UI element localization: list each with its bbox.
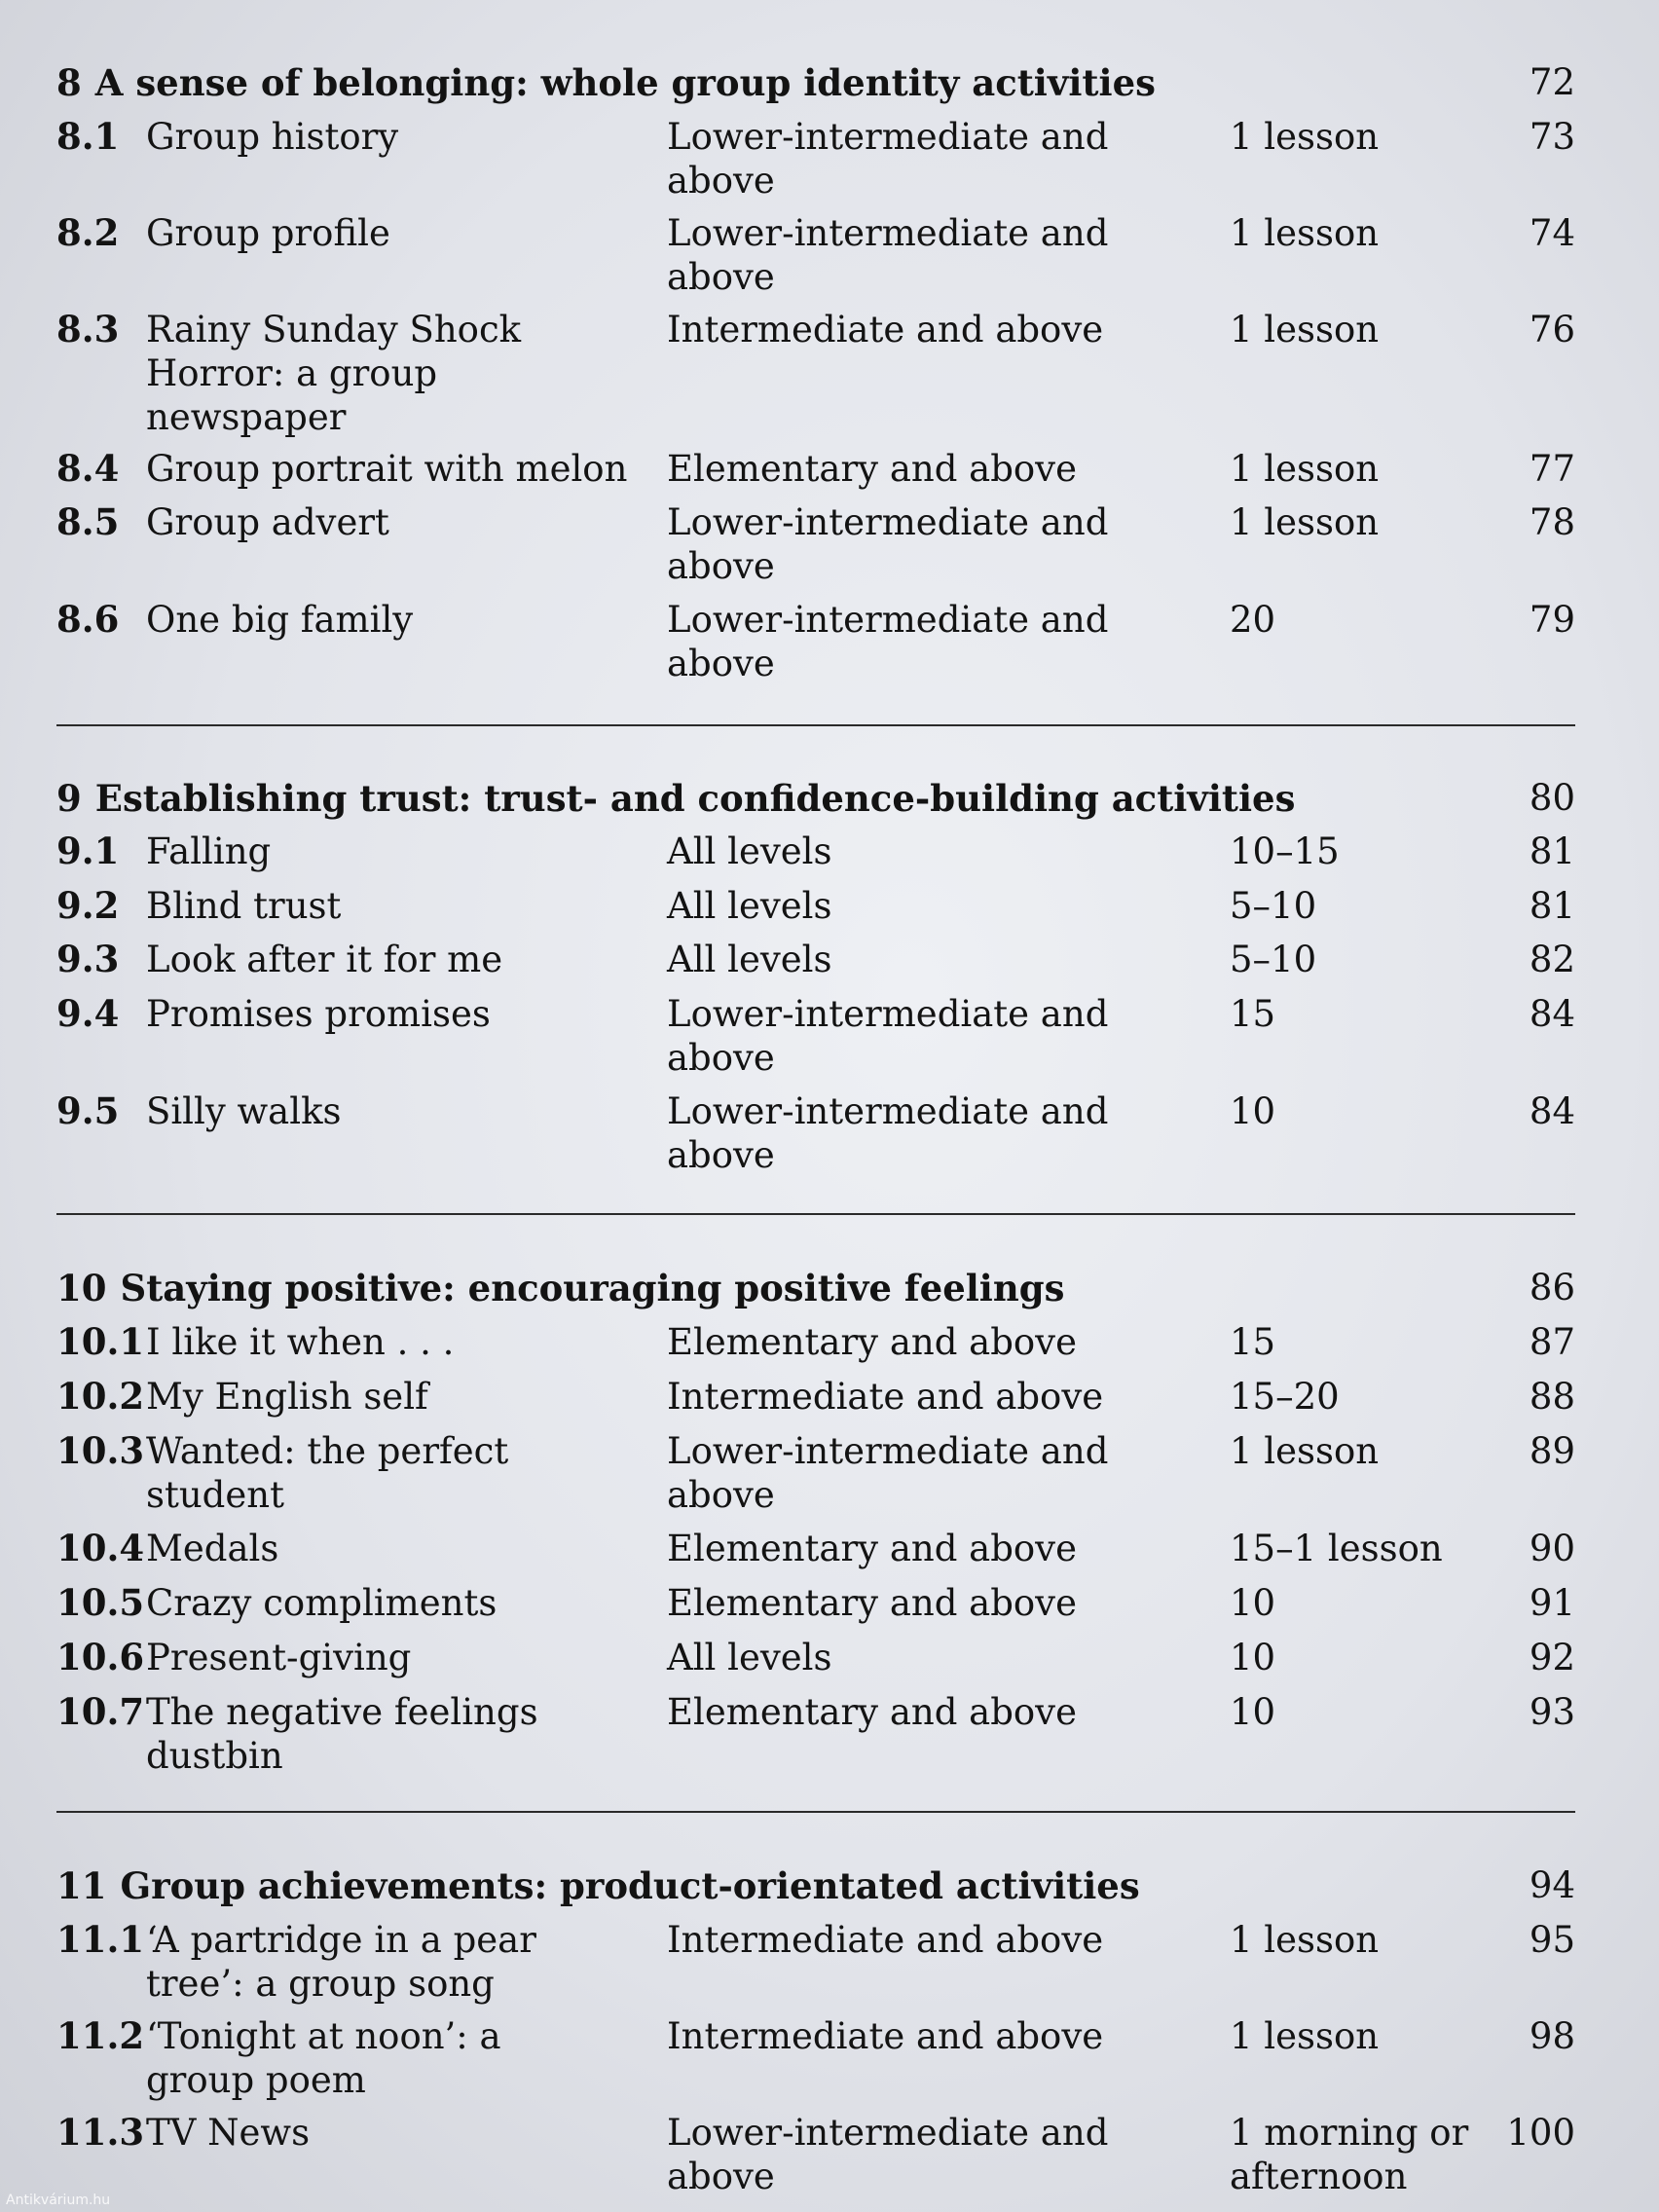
section-page-number: 86 [1529, 1267, 1575, 1309]
section-heading [56, 60, 1575, 109]
activity-level: Elementary and above [667, 1691, 1077, 1733]
activity-time: 20 [1230, 599, 1276, 641]
activity-time: 5–10 [1230, 939, 1317, 980]
activity-number: 8.2 [56, 211, 120, 254]
activity-page: 82 [1529, 939, 1575, 980]
activity-title: TV News [146, 2112, 311, 2154]
section-title-text: Staying positive: encouraging positive feelings [120, 1267, 1065, 1309]
activity-time: 1 lesson [1230, 212, 1380, 254]
activity-level: All levels [667, 939, 832, 980]
section-title-text: A sense of belonging: whole group identity activities [94, 61, 1156, 104]
activity-level: All levels [667, 885, 832, 927]
activity-number: 8.4 [56, 447, 120, 490]
activity-time: 10 [1230, 1691, 1276, 1733]
activity-level: Lower-intermediate and above [667, 116, 1109, 202]
activity-number: 8.3 [56, 308, 120, 350]
activity-time: 10 [1230, 1090, 1276, 1132]
activity-title: Present-giving [146, 1637, 412, 1678]
activity-title: ‘A partridge in a pear tree’: a group song [146, 1919, 536, 2005]
activity-time: 15 [1230, 993, 1276, 1035]
section-page-number: 94 [1529, 1864, 1575, 1906]
activity-page: 81 [1529, 885, 1575, 927]
activity-time: 1 lesson [1230, 1430, 1380, 1472]
activity-title: Group history [146, 116, 399, 158]
activity-time: 15 [1230, 1321, 1276, 1363]
activity-number: 9.1 [56, 830, 120, 872]
activity-title: Falling [146, 830, 272, 872]
activity-title: Crazy compliments [146, 1582, 498, 1624]
activity-time: 1 lesson [1230, 1919, 1380, 1961]
activity-page: 76 [1529, 309, 1575, 350]
activity-title: Group advert [146, 501, 389, 543]
activity-title: One big family [146, 599, 414, 641]
activity-page: 77 [1529, 448, 1575, 490]
activity-time: 10 [1230, 1582, 1276, 1624]
activity-page: 81 [1529, 830, 1575, 872]
section-title-text: Group achievements: product-orientated activities [120, 1864, 1140, 1907]
activity-page: 73 [1529, 116, 1575, 158]
section-number: 9 [56, 777, 82, 820]
activity-time: 1 lesson [1230, 2015, 1380, 2057]
activity-page: 84 [1529, 993, 1575, 1035]
section-number: 11 [56, 1864, 107, 1907]
activity-level: All levels [667, 1637, 832, 1678]
activity-number: 10.6 [56, 1636, 145, 1678]
section-divider [56, 724, 1575, 726]
activity-number: 8.6 [56, 598, 120, 641]
activity-level: All levels [667, 830, 832, 872]
activity-level: Intermediate and above [667, 1376, 1104, 1418]
activity-level: Intermediate and above [667, 309, 1104, 350]
activity-number: 10.2 [56, 1375, 145, 1418]
watermark: Antikvárium.hu [6, 2193, 111, 2208]
activity-number: 8.1 [56, 115, 120, 158]
activity-title: Promises promises [146, 993, 491, 1035]
activity-level: Elementary and above [667, 1582, 1077, 1624]
activity-title: Look after it for me [146, 939, 503, 980]
activity-level: Intermediate and above [667, 1919, 1104, 1961]
activity-page: 78 [1529, 501, 1575, 543]
activity-level: Intermediate and above [667, 2015, 1104, 2057]
activity-level: Lower-intermediate and above [667, 1430, 1109, 1516]
activity-number: 10.3 [56, 1429, 145, 1472]
section-page-number: 80 [1529, 777, 1575, 819]
activity-level: Elementary and above [667, 448, 1077, 490]
section-heading [56, 1266, 1575, 1314]
activity-number: 11.2 [56, 2014, 145, 2057]
activity-number: 9.2 [56, 884, 120, 927]
activity-time: 15–1 lesson [1230, 1528, 1443, 1569]
section-number: 10 [56, 1267, 107, 1309]
section-title [56, 60, 1156, 105]
activity-time: 5–10 [1230, 885, 1317, 927]
activity-page: 93 [1529, 1691, 1575, 1733]
activity-number: 8.5 [56, 500, 120, 543]
activity-time: 1 lesson [1230, 116, 1380, 158]
activity-number: 9.5 [56, 1089, 120, 1132]
activity-title: Wanted: the perfect student [146, 1430, 509, 1516]
activity-page: 84 [1529, 1090, 1575, 1132]
activity-title: ‘Tonight at noon’: a group poem [146, 2015, 501, 2101]
activity-level: Lower-intermediate and above [667, 599, 1109, 684]
activity-time: 10–15 [1230, 830, 1340, 872]
activity-page: 89 [1529, 1430, 1575, 1472]
activity-number: 10.7 [56, 1690, 145, 1733]
section-number: 8 [56, 61, 82, 104]
section-title [56, 1266, 1064, 1310]
activity-title: Silly walks [146, 1090, 342, 1132]
activity-page: 88 [1529, 1376, 1575, 1418]
activity-page: 87 [1529, 1321, 1575, 1363]
activity-time: 10 [1230, 1637, 1276, 1678]
activity-level: Lower-intermediate and above [667, 212, 1109, 298]
activity-page: 91 [1529, 1582, 1575, 1624]
section-title [56, 1863, 1140, 1908]
activity-title: Group portrait with melon [146, 448, 628, 490]
section-page-number: 72 [1529, 61, 1575, 103]
activity-page: 95 [1529, 1919, 1575, 1961]
section-heading [56, 1863, 1575, 1912]
activity-title: I like it when . . . [146, 1321, 455, 1363]
activity-title: Rainy Sunday Shock Horror: a group newspaper [146, 309, 522, 438]
activity-level: Lower-intermediate and above [667, 1090, 1109, 1176]
activity-title: Group profile [146, 212, 390, 254]
activity-number: 10.4 [56, 1527, 145, 1569]
activity-level: Lower-intermediate and above [667, 993, 1109, 1079]
activity-number: 9.3 [56, 938, 120, 980]
activity-number: 11.1 [56, 1918, 145, 1961]
activity-level: Elementary and above [667, 1528, 1077, 1569]
activity-page: 74 [1529, 212, 1575, 254]
activity-page: 92 [1529, 1637, 1575, 1678]
activity-level: Lower-intermediate and above [667, 501, 1109, 587]
section-divider [56, 1213, 1575, 1215]
activity-title: Medals [146, 1528, 279, 1569]
activity-page: 98 [1529, 2015, 1575, 2057]
activity-page: 100 [1506, 2112, 1575, 2154]
section-divider [56, 1811, 1575, 1813]
activity-level: Elementary and above [667, 1321, 1077, 1363]
activity-level: Lower-intermediate and above [667, 2112, 1109, 2197]
activity-time: 1 lesson [1230, 309, 1380, 350]
activity-number: 10.5 [56, 1581, 145, 1624]
activity-time: 1 lesson [1230, 501, 1380, 543]
activity-title: Blind trust [146, 885, 342, 927]
activity-number: 10.1 [56, 1320, 145, 1363]
activity-page: 90 [1529, 1528, 1575, 1569]
activity-title: The negative feelings dustbin [146, 1691, 538, 1777]
section-title [56, 776, 1295, 821]
activity-title: My English self [146, 1376, 428, 1418]
activity-time: 1 lesson [1230, 448, 1380, 490]
activity-page: 79 [1529, 599, 1575, 641]
activity-number: 11.3 [56, 2111, 145, 2154]
activity-time: 15–20 [1230, 1376, 1340, 1418]
section-title-text: Establishing trust: trust- and confidence-building activities [94, 777, 1296, 820]
activity-number: 9.4 [56, 992, 120, 1035]
activity-time: 1 morning or afternoon [1230, 2112, 1469, 2197]
section-heading [56, 776, 1575, 825]
